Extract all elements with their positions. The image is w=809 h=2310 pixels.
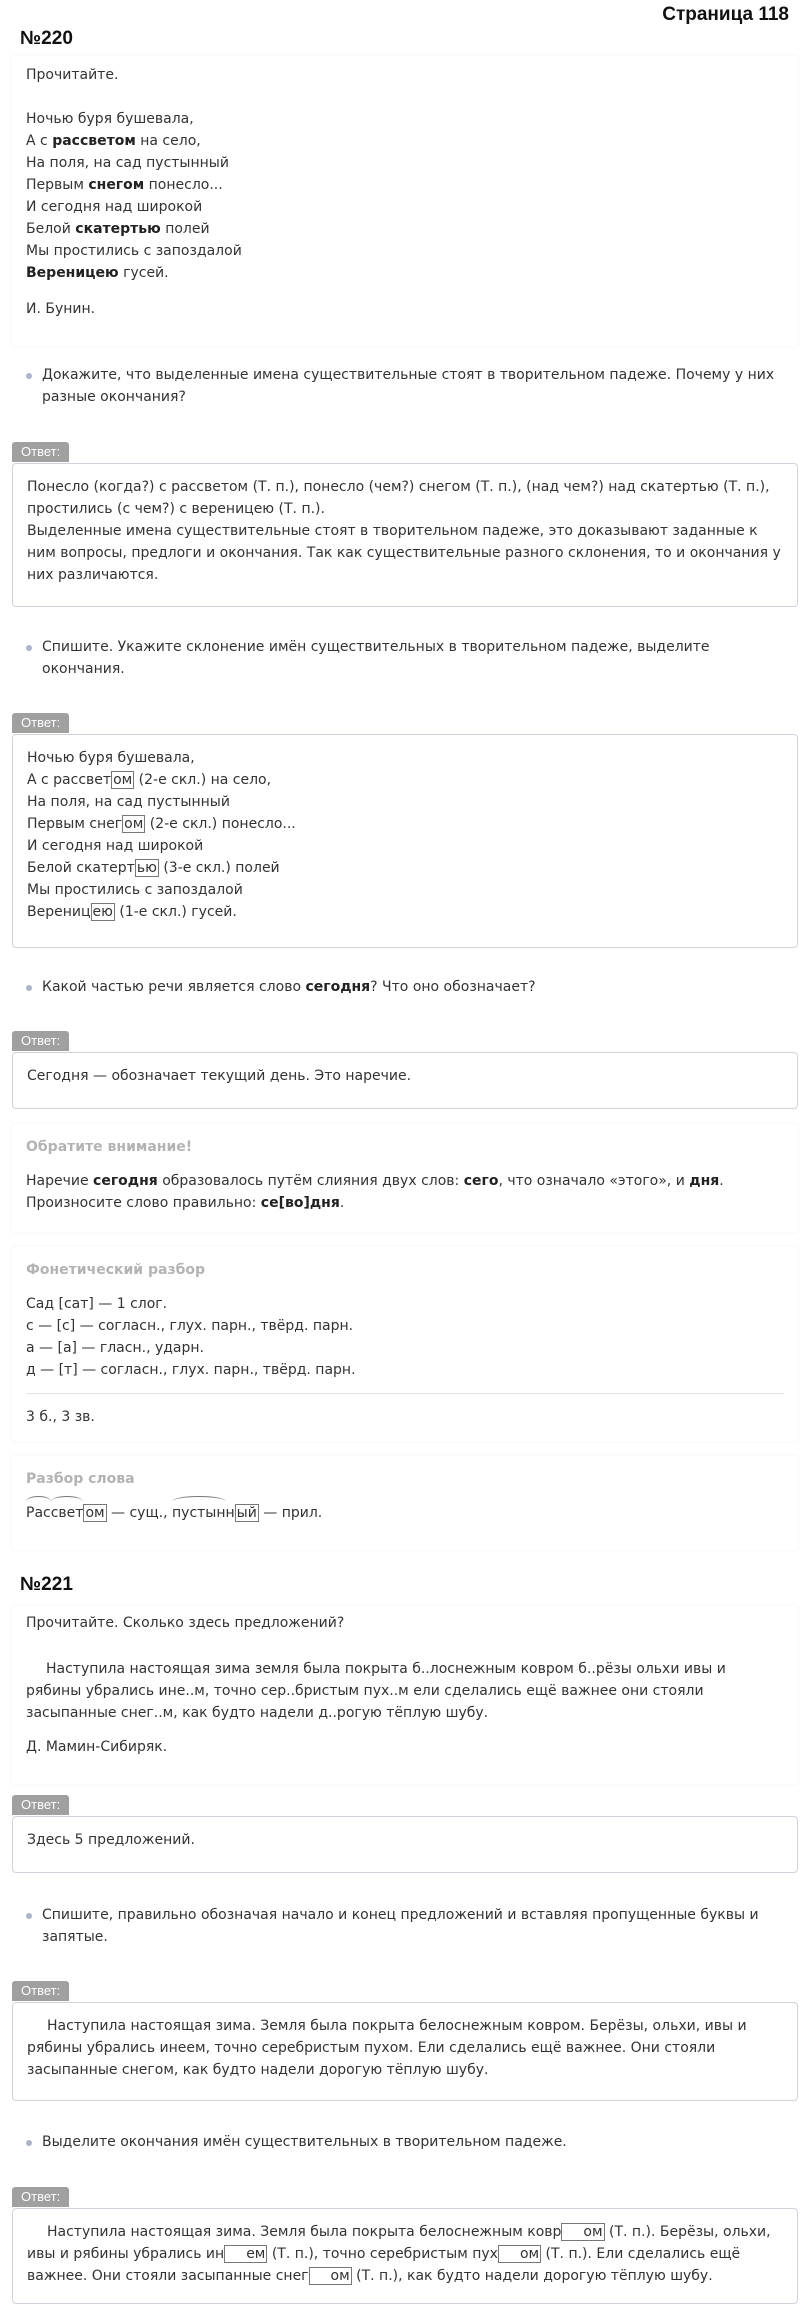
- text-line: [27, 769, 783, 791]
- task-221-question-3: Выделите окончания имён существительных в творительном падеже.: [12, 2131, 792, 2153]
- page-number: Страница 118: [662, 4, 789, 25]
- bold-text: сегодня: [305, 979, 371, 995]
- text-line: [26, 218, 784, 240]
- answer-label: Ответ:: [12, 1031, 69, 1051]
- text-line: [27, 835, 783, 857]
- text-segment: н: [225, 1505, 235, 1521]
- phonetic-line: Сад [сат] — 1 слог.: [26, 1296, 168, 1312]
- morpheme: Рас: [26, 1502, 51, 1524]
- note-title: Обратите внимание!: [26, 1139, 193, 1155]
- text-line: [26, 130, 784, 152]
- answer-label: Ответ:: [12, 442, 69, 462]
- text-line: [27, 879, 783, 901]
- text-segment: понесло...: [144, 177, 223, 193]
- text-segment: Какой частью речи является слово: [42, 979, 306, 995]
- word-parse-title: Разбор слова: [26, 1471, 135, 1487]
- task-220-question-1: Докажите, что выделенные имена существительные стоят в творительном падеже. Почему у них разные окончания?: [12, 364, 792, 408]
- morpheme: свет: [51, 1502, 84, 1524]
- ending-box: ом: [561, 2223, 604, 2241]
- task-221-text: Наступила настоящая зима земля была покрыта б..лоснежным ковром б..рёзы ольхи ивы и рябины убрались ине..м, точно сер..бристым пух..м ели сделались ещё важнее они стояли засыпанные снег..м, как будто надели д..рогую тёплую шубу.: [26, 1661, 726, 1721]
- note-text: [26, 1170, 784, 1214]
- answer-paragraph: Выделенные имена существительные стоят в творительном падеже, это доказывают заданные к ним вопросы, предлоги и окончания. Так как существительные разного склонения, то и окончания у них различаются.: [27, 523, 781, 583]
- text-segment: Белой скатерт: [27, 860, 135, 876]
- bold-text: скатертью: [75, 221, 161, 237]
- bold-text: сего: [463, 1173, 499, 1189]
- phonetic-title: Фонетический разбор: [26, 1262, 206, 1278]
- answer-paragraph: [27, 2221, 783, 2287]
- task-221-prompt: Прочитайте. Сколько здесь предложений?: [26, 1615, 345, 1631]
- task-221-answer-2: [12, 2002, 798, 2101]
- task-221-text-card: [12, 1606, 798, 1784]
- poem: [26, 108, 784, 284]
- text-segment: Ночью буря бушевала,: [27, 750, 195, 766]
- text-line: [27, 747, 783, 769]
- phonetic-line: д — [т] — согласн., глух. парн., твёрд. парн.: [26, 1362, 356, 1378]
- text-segment: (2-е скл.) понесло...: [145, 816, 296, 832]
- text-segment: И сегодня над широкой: [27, 838, 204, 854]
- text-segment: ? Что оно обозначает?: [370, 979, 536, 995]
- text-segment: На поля, на сад пустынный: [27, 794, 230, 810]
- text-line: [26, 108, 784, 130]
- answer-label: Ответ:: [12, 713, 69, 733]
- text-segment: Белой: [26, 221, 76, 237]
- phonetic-line: а — [а] — гласн., ударн.: [26, 1340, 205, 1356]
- text-segment: Наступила настоящая зима. Земля была покрыта белоснежным ковр: [47, 2224, 562, 2240]
- bold-text: сегодня: [93, 1173, 158, 1189]
- task-220-author: И. Бунин.: [26, 301, 96, 317]
- answer-label: Ответ:: [12, 2187, 69, 2207]
- answer-paragraph: Наступила настоящая зима. Земля была покрыта белоснежным ковром. Берёзы, ольхи, ивы и рябины убрались инеем, точно серебристым пухом. Ели сделались ещё важнее. Они стояли засыпанные снегом, как будто надели дорогую тёплую шубу.: [27, 2018, 747, 2078]
- text-line: [26, 152, 784, 174]
- phonetic-total: 3 б., 3 зв.: [26, 1409, 95, 1425]
- text-segment: гусей.: [118, 265, 169, 281]
- text-segment: — сущ.,: [106, 1505, 172, 1521]
- text-segment: .: [719, 1173, 724, 1189]
- text-segment: (Т. п.), как будто надели дорогую тёплую шубу.: [351, 2268, 713, 2284]
- text-segment: Первым: [26, 177, 89, 193]
- bold-text: се[во]дня: [260, 1195, 340, 1211]
- word-parse-text: [26, 1502, 784, 1524]
- text-segment: Наречие: [26, 1173, 94, 1189]
- task-220-text-card: [12, 56, 798, 346]
- text-segment: Ночью буря бушевала,: [26, 111, 194, 127]
- answer-paragraph: Сегодня — обозначает текущий день. Это наречие.: [27, 1068, 412, 1084]
- note-card: [12, 1124, 798, 1232]
- text-line: [27, 813, 783, 835]
- ending-box: ею: [92, 904, 113, 920]
- phonetic-line: с — [с] — согласн., глух. парн., твёрд. парн.: [26, 1318, 354, 1334]
- text-segment: , что означало «этого», и: [498, 1173, 690, 1189]
- text-segment: полей: [160, 221, 210, 237]
- text-segment: (Т. п.), точно серебристым пух: [267, 2246, 498, 2262]
- answer-paragraph: Здесь 5 предложений.: [27, 1832, 195, 1848]
- text-line: [26, 196, 784, 218]
- text-segment: А с рассвет: [27, 772, 112, 788]
- ending-box: ем: [224, 2245, 267, 2263]
- divider: [26, 1393, 784, 1394]
- task-220-number: №220: [20, 28, 73, 49]
- text-segment: — прил.: [258, 1505, 323, 1521]
- ending-box: ом: [85, 1505, 105, 1521]
- answer-paragraph: Понесло (когда?) с рассветом (Т. п.), понесло (чем?) снегом (Т. п.), (над чем?) над скатертью (Т. п.), простились (с чем?) с вереницею (Т. п.).: [27, 479, 770, 517]
- task-220-answer-1: [12, 463, 798, 607]
- task-221-author: Д. Мамин-Сибиряк.: [26, 1739, 168, 1755]
- text-line: [26, 240, 784, 262]
- task-220-answer-3: [12, 1052, 798, 1109]
- task-220-question-2: Спишите. Укажите склонение имён существительных в творительном падеже, выделите окончания.: [12, 636, 792, 680]
- ending-box: ый: [236, 1505, 257, 1521]
- bold-text: рассветом: [52, 133, 136, 149]
- text-segment: .: [339, 1195, 345, 1211]
- ending-box: ом: [309, 2267, 352, 2285]
- morpheme: пустын: [172, 1502, 226, 1524]
- task-220-question-3: [12, 976, 792, 998]
- task-221-answer-1: [12, 1816, 798, 1873]
- text-line: [26, 262, 784, 284]
- text-segment: (Т. п.). Ели сделались ещё важнее. Они стояли засыпанные снег: [27, 2246, 741, 2284]
- text-segment: Мы простились с запоздалой: [26, 243, 242, 259]
- text-line: [27, 857, 783, 879]
- text-segment: А с: [26, 133, 53, 149]
- text-segment: Первым снег: [27, 816, 123, 832]
- text-segment: (1-е скл.) гусей.: [114, 904, 237, 920]
- bold-text: Вереницею: [26, 265, 119, 281]
- text-segment: На поля, на сад пустынный: [26, 155, 229, 171]
- task-221-answer-3: [12, 2208, 798, 2304]
- phonetic-card: [12, 1247, 798, 1441]
- text-segment: образовалось путём слияния двух слов:: [157, 1173, 464, 1189]
- text-line: [27, 791, 783, 813]
- ending-box: ью: [136, 860, 157, 876]
- answer-label: Ответ:: [12, 1981, 69, 2001]
- text-segment: (2-е скл.) на село,: [134, 772, 272, 788]
- text-segment: И сегодня над широкой: [26, 199, 203, 215]
- text-line: [26, 1192, 784, 1214]
- task-221-number: №221: [20, 1574, 73, 1595]
- word-parse-card: [12, 1456, 798, 1550]
- text-segment: Мы простились с запоздалой: [27, 882, 243, 898]
- text-segment: Верениц: [27, 904, 91, 920]
- text-segment: (Т. п.). Берёзы, ольхи, ивы и рябины убрались ин: [27, 2224, 771, 2262]
- bold-text: снегом: [88, 177, 145, 193]
- answer-label: Ответ:: [12, 1795, 69, 1815]
- text-segment: Произносите слово правильно:: [26, 1195, 261, 1211]
- bold-text: дня: [689, 1173, 720, 1189]
- ending-box: ом: [124, 816, 144, 832]
- ending-box: ом: [498, 2245, 541, 2263]
- task-220-answer-2: [12, 734, 798, 948]
- task-220-prompt: Прочитайте.: [26, 67, 119, 83]
- text-line: [26, 1170, 784, 1192]
- text-segment: (3-е скл.) полей: [158, 860, 280, 876]
- ending-box: ом: [113, 772, 133, 788]
- task-221-question-2: Спишите, правильно обозначая начало и конец предложений и вставляя пропущенные буквы и запятые.: [12, 1904, 792, 1948]
- text-line: [27, 901, 783, 923]
- text-segment: на село,: [135, 133, 201, 149]
- text-line: [26, 174, 784, 196]
